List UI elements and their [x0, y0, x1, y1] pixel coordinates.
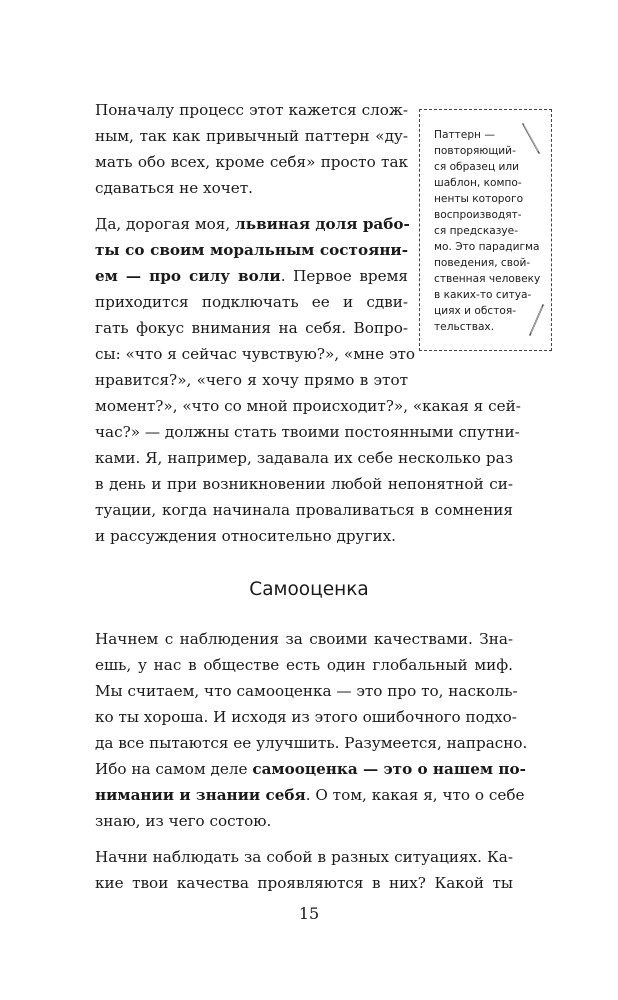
note-line: циях и обстоя- — [434, 305, 517, 317]
note-line: мо. Это парадигма — [434, 241, 540, 253]
note-line: в каких-то ситуа- — [434, 289, 532, 301]
bold-phrase: нимании и знании себя — [95, 786, 306, 804]
bold-phrase: ты со своим моральным состояни- — [95, 241, 408, 259]
text-line: сы: «что я сейчас чувствую?», «мне это — [95, 345, 416, 363]
text-line — [95, 238, 408, 262]
section-heading: Самооценка — [249, 579, 369, 600]
text-line: нравится?», «чего я хочу прямо в этот — [95, 371, 408, 389]
bold-phrase: ем — про силу воли — [95, 267, 281, 285]
text-line: Начнем с наблюдения за своими качествами. Зна- — [95, 630, 513, 648]
text-line: туации, когда начинала проваливаться в сомнения — [95, 501, 513, 519]
text-line: знаю, из чего состою. — [95, 812, 272, 830]
text-line: и рассуждения относительно других. — [95, 527, 396, 545]
note-line: повторяющий- — [434, 145, 516, 157]
text-line: в день и при возникновении любой непонятной си- — [95, 475, 513, 493]
text-line: Начни наблюдать за собой в разных ситуациях. Ка- — [95, 848, 513, 866]
text-line: Поначалу процесс этот кажется слож- — [95, 101, 408, 119]
note-line: ся образец или — [434, 161, 520, 173]
bold-phrase: самооценка — это о нашем по- — [252, 760, 526, 778]
text-line: час?» — должны стать твоими постоянными спутни- — [95, 423, 520, 441]
text-line: ками. Я, например, задавала их себе несколько раз — [95, 449, 513, 467]
page-number: 15 — [298, 904, 320, 923]
text-line: кие твои качества проявляются в них? Какой ты — [95, 874, 513, 892]
text-line: ем — про силу воли. Первое время — [95, 267, 408, 285]
note-line: ся предсказуе- — [434, 225, 519, 237]
note-line: поведения, свой- — [434, 257, 531, 269]
text-line: ко ты хороша. И исходя из этого ошибочного подхо- — [95, 708, 517, 726]
text-line: приходится подключать ее и сдви- — [95, 293, 408, 311]
note-line: воспроизводят- — [434, 209, 522, 221]
pen-stroke-icon — [526, 302, 546, 338]
note-line: тельствах. — [434, 321, 495, 333]
text-line: сдаваться не хочет. — [95, 179, 254, 197]
text-line: момент?», «что со мной происходит?», «какая я сей- — [95, 397, 521, 415]
note-line: шаблон, компо- — [434, 177, 522, 189]
text-line: гать фокус внимания на себя. Вопро- — [95, 319, 408, 337]
text-line: Да, дорогая моя, львиная доля рабо- — [95, 215, 410, 233]
text-line: Ибо на самом деле самооценка — это о нашем по- — [95, 760, 526, 778]
bold-phrase: львиная доля рабо- — [235, 215, 410, 233]
note-line: Паттерн — — [434, 129, 495, 141]
text-line: да все пытаются ее улучшить. Разумеется, напрасно. — [95, 734, 528, 752]
text-line: нимании и знании себя. О том, какая я, что о себе — [95, 786, 525, 804]
text-line: Мы считаем, что самооценка — это про то, насколь- — [95, 682, 518, 700]
text-line: ным, так как привычный паттерн «ду- — [95, 127, 408, 145]
note-line: ственная человеку — [434, 273, 541, 285]
text-line: ешь, у нас в обществе есть один глобальный миф. — [95, 656, 513, 674]
note-line: ненты которого — [434, 193, 524, 205]
text-line: мать обо всех, кроме себя» просто так — [95, 153, 408, 171]
definition-sidebar — [419, 109, 552, 351]
